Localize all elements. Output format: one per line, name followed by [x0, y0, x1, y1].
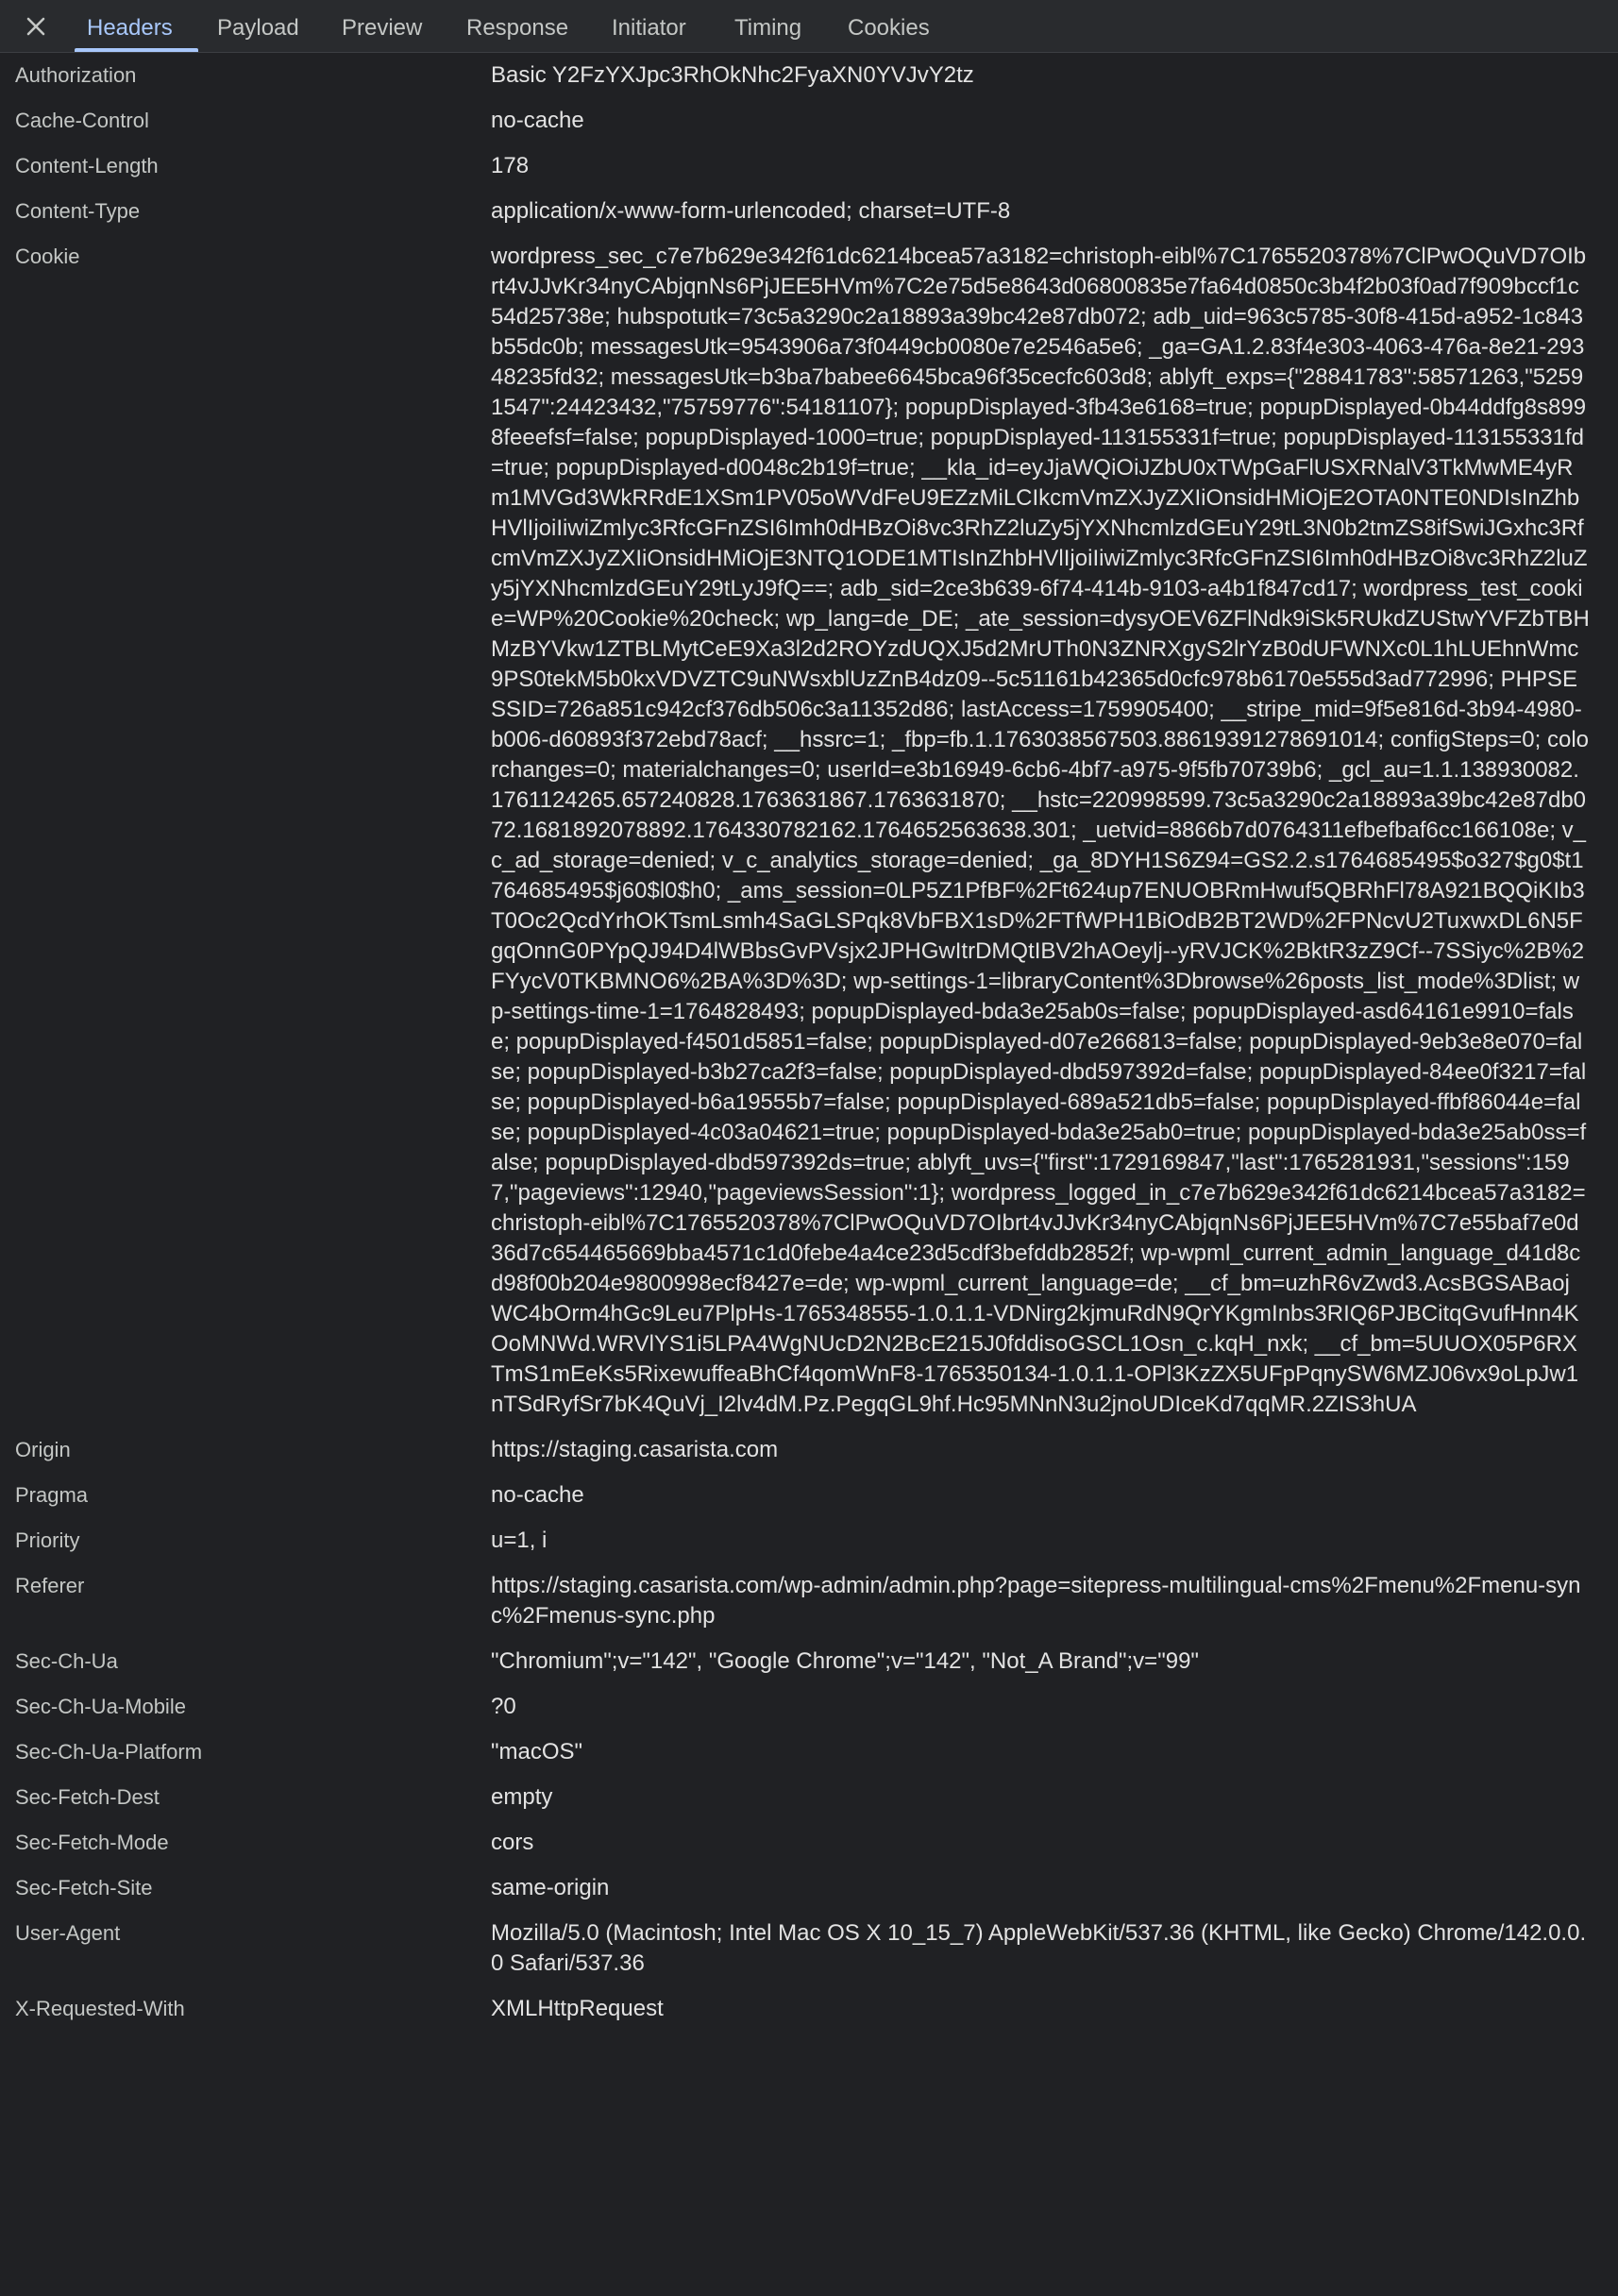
- header-row-pragma: [0, 1473, 1618, 1518]
- request-headers-list: [0, 53, 1618, 2296]
- header-name: Sec-Fetch-Mode: [15, 1831, 169, 1854]
- header-name: User-Agent: [15, 1921, 121, 1945]
- header-row-user-agent: [0, 1911, 1618, 1986]
- header-name: Content-Type: [15, 199, 141, 223]
- header-value[interactable]: XMLHttpRequest: [491, 1996, 664, 2021]
- header-value[interactable]: u=1, i: [491, 1528, 548, 1553]
- header-name: Sec-Ch-Ua-Mobile: [15, 1695, 186, 1718]
- header-name: Cache-Control: [15, 109, 149, 132]
- header-value[interactable]: 178: [491, 153, 530, 178]
- header-value[interactable]: no-cache: [491, 108, 584, 133]
- tab-initiator[interactable]: Initiator: [612, 15, 686, 41]
- header-row-origin: [0, 1427, 1618, 1473]
- header-value[interactable]: https://staging.casarista.com/wp-admin/admin.php?page=sitepress-multilingual-cms%2Fmenu%2Fmenu-sync%2Fmenus-sync.php: [491, 1573, 1581, 1629]
- header-value[interactable]: Basic Y2FzYXJpc3RhOkNhc2FyaXN0YVJvY2tz: [491, 62, 974, 88]
- header-name: Referer: [15, 1574, 85, 1597]
- tab-timing[interactable]: Timing: [734, 15, 802, 41]
- header-row-sec-ch-ua-mobile: [0, 1684, 1618, 1730]
- header-row-x-requested-with: [0, 1986, 1618, 2032]
- header-name: Sec-Ch-Ua-Platform: [15, 1740, 203, 1764]
- header-value[interactable]: "Chromium";v="142", "Google Chrome";v="142", "Not_A Brand";v="99": [491, 1648, 1199, 1674]
- header-value[interactable]: ?0: [491, 1694, 516, 1719]
- header-row-cookie: [0, 234, 1618, 1427]
- tab-payload[interactable]: Payload: [217, 15, 299, 41]
- header-value[interactable]: Mozilla/5.0 (Macintosh; Intel Mac OS X 10_15_7) AppleWebKit/537.36 (KHTML, like Gecko) Chrome/142.0.0.0 Safari/537.36: [491, 1920, 1587, 1976]
- close-icon: [21, 11, 51, 42]
- header-name: X-Requested-With: [15, 1997, 185, 2020]
- header-name: Sec-Fetch-Site: [15, 1876, 153, 1899]
- header-name: Priority: [15, 1528, 80, 1552]
- header-row-sec-ch-ua-platform: [0, 1730, 1618, 1775]
- tab-response[interactable]: Response: [466, 15, 569, 41]
- header-name: Sec-Fetch-Dest: [15, 1785, 160, 1809]
- header-value[interactable]: cors: [491, 1830, 534, 1855]
- header-row-sec-fetch-mode: [0, 1820, 1618, 1866]
- header-value[interactable]: "macOS": [491, 1739, 583, 1764]
- active-tab-indicator: [75, 48, 198, 52]
- scrollbar-track[interactable]: [1610, 53, 1618, 2296]
- header-row-sec-fetch-site: [0, 1866, 1618, 1911]
- header-name: Sec-Ch-Ua: [15, 1649, 118, 1673]
- header-row-authorization: [0, 53, 1618, 98]
- header-name: Content-Length: [15, 154, 159, 177]
- header-row-sec-ch-ua: [0, 1639, 1618, 1684]
- devtools-tab-bar: [0, 0, 1618, 53]
- header-value[interactable]: wordpress_sec_c7e7b629e342f61dc6214bcea57a3182=christoph-eibl%7C1765520378%7ClPwOQuVD7OIbrt4vJJvKr34nyCAbjqnNs6PjJEE5HVm%7C2e75d5e8643d06800835e7fa64d0850c3b4f2b03f0ad7f909bccf1c54d25738e; hubspotutk=73c5a3290c2a18893a39bc42e87db072; adb_uid=963c5785-30f8-415d-a952-1c843b55dc0b; messagesUtk=9543906a73f0449cb0080e7e2546a5e6; _ga=GA1.2.83f4e303-4063-476a-8e21-29348235fd32; messagesUtk=b3ba7babee6645bca96f35cecfc603d8; ablyft_exps={"28841783":58571263,"52591547":24423432,"75759776":54181107}; popupDisplayed-3fb43e6168=true; popupDisplayed-0b44ddfg8s8998feeefsf=false; popupDisplayed-1000=true; popupDisplayed-113155331f=true; popupDisplayed-113155331fd=true; popupDisplayed-d0048c2b19f=true; __kla_id=eyJjaWQiOiJZbU0xTWpGaFlUSXRNalV3TkMwME4yRm1MVGd3WkRRdE1XSm1PV05oWVdFeU9EZzMiLCIkcmVmZXJyZXIiOnsidHMiOjE2OTA0NTE0NDIsInZhbHVlIjoiIiwiZmlyc3RfcGFnZSI6Imh0dHBzOi8vc3RhZ2luZy5jYXNhcmlzdGEuY29tL3N0b2tmZS8ifSwiJGxhc3RfcmVmZXJyZXIiOnsidHMiOjE3NTQ1ODE1MTIsInZhbHVlIjoiIiwiZmlyc3RfcGFnZSI6Imh0dHBzOi8vc3RhZ2luZy5jYXNhcmlzdGEuY29tLyJ9fQ==; adb_sid=2ce3b639-6f74-414b-9103-a4b1f847cd17; wordpress_test_cookie=WP%20Cookie%20check; wp_lang=de_DE; _ate_session=dysyOEV6ZFlNdk9iSk5RUkdZUStwYVFZbTBHMzBYVkw1ZTBLMytCeE9Xa3l2d2ROYzdUQXJ5d2MrUTh0N3ZNRXgyS2lrYzB0dUFWNXc0L1hLUEhnWmc9PS0tekM5b0kxVDVZTC9uNWsxblUzZnB4dz09--5c51161b42365d0cfc978b6170e555d3ad772996; PHPSESSID=726a851c942cf376db506c3a11352d86; lastAccess=1759905400; __stripe_mid=9f5e816d-3b94-4980-b006-d60893f372ebd78acf; __hssrc=1; _fbp=fb.1.1763038567503.88619391278691014; configSteps=0; colorchanges=0; materialchanges=0; userId=e3b16949-6cb6-4bf7-a975-9f5fb70739b6; _gcl_au=1.1.138930082.1761124265.657240828.1763631867.1763631870; __hstc=220998599.73c5a3290c2a18893a39bc42e87db072.1681892078892.1764330782162.1764652563638.301; _uetvid=8866b7d0764311efbefbaf6cc166108e; v_c_ad_storage=denied; v_c_analytics_storage=denied; _ga_8DYH1S6Z94=GS2.2.s1764685495$o327$g0$t1764685495$j60$l0$h0; _ams_session=0LP5Z1PfBF%2Ft624up7ENUOBRmHwuf5QBRhFl78A921BQQiKIb3T0Oc2QcdYrhOKTsmLsmh4SaGLSPqk8VbFBX1sD%2FTfWPH1BiOdB2BT2WD%2FPNcvU2TuxwxDL6N5FgqOnnG0PYpQJ94D4lWBbsGvPVsjx2JPHGwItrDMQtIBV2hAOeylj--yRVJCK%2BktR3zZ9Cf--7SSiyc%2B%2FYycV0TKBMNO6%2BA%3D%3D; wp-settings-1=libraryContent%3Dbrowse%26posts_list_mode%3Dlist; wp-settings-time-1=1764828493; popupDisplayed-bda3e25ab0s=false; popupDisplayed-asd64161e9910=false; popupDisplayed-f4501d5851=false; popupDisplayed-d07e266813=false; popupDisplayed-9eb3e8e070=false; popupDisplayed-b3b27ca2f3=false; popupDisplayed-dbd597392d=false; popupDisplayed-84ee0f3217=false; popupDisplayed-b6a19555b7=false; popupDisplayed-689a521db5=false; popupDisplayed-ffbf86044e=false; popupDisplayed-4c03a04621=true; popupDisplayed-bda3e25ab0=true; popupDisplayed-bda3e25ab0ss=false; popupDisplayed-dbd597392ds=true; ablyft_uvs={"first":1729169847,"last":1765281931,"sessions":1597,"pageviews":12940,"pageviewsSession":1}; wordpress_logged_in_c7e7b629e342f61dc6214bcea57a3182=christoph-eibl%7C1765520378%7ClPwOQuVD7OIbrt4vJJvKr34nyCAbjqnNs6PjJEE5HVm%7C7e55baf7e0d36d7c654465669bba4571c1d0febe4a4ce23d5cdf3befddb2852f; wp-wpml_current_admin_language_d41d8cd98f00b204e9800998ecf8427e=de; wp-wpml_current_language=de; __cf_bm=uzhR6vZwd3.AcsBGSABaojWC4bOrm4hGc9Leu7PlpHs-1765348555-1.0.1.1-VDNirg2kjmuRdN9QrYKgmInbs3RIQ6PJBCitqGvufHnn4KOoMNWd.WRVlYS1i5LPA4WgNUcD2N2BcE215J0fddisoGSCL1Osn_c.kqH_nxk; __cf_bm=5UUOX05P6RXTmS1mEeKs5RixewuffeaBhCf4qomWnF8-1765350134-1.0.1.1-OPl3KzZX5UFpPqnySW6MZJ06vx9oLpJw1nTSdRyfSr7bK4QuVj_I2lv4dM.Pz.PegqGL9hf.Hc95MNnN3u2jnoUDIceKd7qqMR.2ZIS3hUA: [491, 244, 1590, 1417]
- header-value[interactable]: same-origin: [491, 1875, 610, 1900]
- header-value[interactable]: https://staging.casarista.com: [491, 1437, 779, 1462]
- header-row-cache-control: [0, 98, 1618, 144]
- header-row-content-length: [0, 144, 1618, 189]
- header-name: Origin: [15, 1438, 71, 1461]
- header-row-sec-fetch-dest: [0, 1775, 1618, 1820]
- header-row-referer: [0, 1563, 1618, 1639]
- tab-cookies[interactable]: Cookies: [848, 15, 930, 41]
- header-name: Pragma: [15, 1483, 89, 1507]
- tab-headers[interactable]: Headers: [87, 15, 173, 41]
- header-row-priority: [0, 1518, 1618, 1563]
- tab-preview[interactable]: Preview: [342, 15, 423, 41]
- close-button[interactable]: [21, 11, 51, 42]
- header-value[interactable]: no-cache: [491, 1482, 584, 1508]
- header-name: Authorization: [15, 63, 137, 87]
- header-name: Cookie: [15, 245, 80, 268]
- header-value[interactable]: application/x-www-form-urlencoded; charset=UTF-8: [491, 198, 1011, 224]
- header-value[interactable]: empty: [491, 1784, 553, 1810]
- header-row-content-type: [0, 189, 1618, 234]
